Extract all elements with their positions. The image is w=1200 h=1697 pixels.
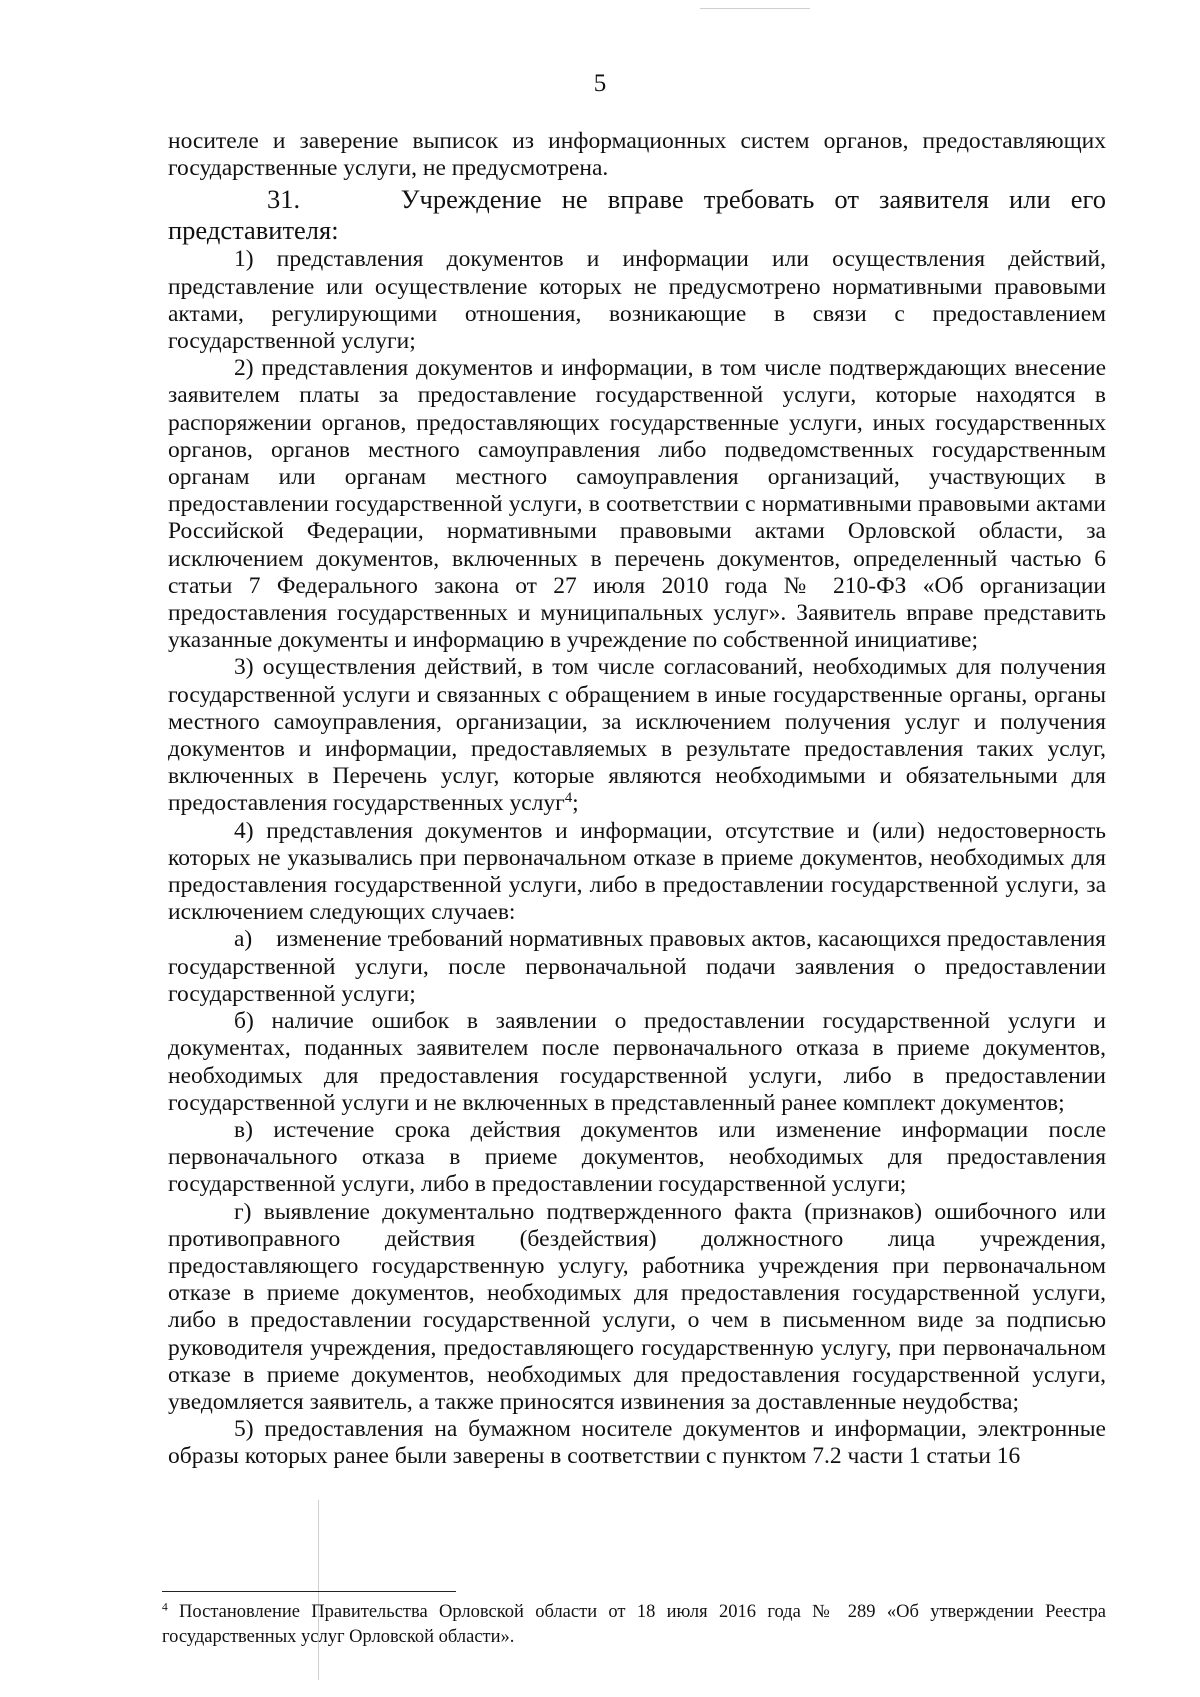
paragraph-continuation: носителе и заверение выписок из информационных систем органов, предоставляющих государственные услуги, не предусмотрена. (168, 128, 1106, 182)
footnote-marker: 4 (162, 1601, 168, 1614)
paragraph-subitem-4: 4) представления документов и информации, отсутствие и (или) недостоверность которых не указывались при первоначальном отказе в приеме документов, необходимых для предоставления государственной услуги, либо в предоставлении государственной услуги, за исключением следующих случаев: (168, 817, 1106, 926)
paragraph-subitem-1: 1) представления документов и информации или осуществления действий, представление или осуществление которых не предусмотрено нормативными правовыми актами, регулирующими отношения, возникающие в связи с предоставлением государственной услуги; (168, 246, 1106, 355)
footnote (162, 1600, 1106, 1650)
paragraph-subitem-4g: г) выявление документально подтвержденного факта (признаков) ошибочного или противоправного действия (бездействия) должностного лица учреждения, предоставляющего государственную услугу, работника учреждения при первоначальном отказе в приеме документов, необходимых для предоставления государственной услуги, либо в предоставлении государственной услуги, о чем в письменном виде за подписью руководителя учреждения, предоставляющего государственную услугу, при первоначальном отказе в приеме документов, необходимых для предоставления государственной услуги, уведомляется заявитель, а также приносятся извинения за доставленные неудобства; (168, 1198, 1106, 1415)
document-body (168, 128, 1106, 1471)
paragraph-subitem-4v: в) истечение срока действия документов или изменение информации после первоначального отказа в приеме документов, необходимых для предоставления государственной услуги, либо в предоставлении государственной услуги; (168, 1116, 1106, 1198)
footnote-reference: 4 (564, 790, 573, 807)
paragraph-subitem-4b: б) наличие ошибок в заявлении о предоставлении государственной услуги и документах, поданных заявителем после первоначального отказа в приеме документов, необходимых для предоставления государственной услуги, либо в предоставлении государственной услуги и не включенных в представленный ранее комплект документов; (168, 1008, 1106, 1116)
subitem-3-text: 3) осуществления действий, в том числе согласований, необходимых для получения государственной услуги и связанных с обращением в иные государственные органы, органы местного самоуправления, организации, за исключением получения услуг и получения документов и информации, предоставляемых в результате предоставления таких услуг, включенных в Перечень услуг, которые являются необходимыми и обязательными для предоставления государственных услуг (168, 654, 1106, 817)
footnote-text: Постановление Правительства Орловской области от 18 июля 2016 года № 289 «Об утверждении Реестра государственных услуг Орловской области». (162, 1602, 1106, 1647)
paragraph-item-31: 31. Учреждение не вправе требовать от заявителя или его представителя: (168, 184, 1106, 246)
scan-artifact-top (700, 8, 810, 9)
scan-artifact-binding (318, 1500, 319, 1680)
footnote-separator (162, 1591, 456, 1592)
paragraph-subitem-5: 5) предоставления на бумажном носителе документов и информации, электронные образы которых ранее были заверены в соответствии с пунктом 7.2 части 1 статьи 16 (168, 1416, 1106, 1470)
paragraph-subitem-4a: а) изменение требований нормативных правовых актов, касающихся предоставления государственной услуги, после первоначальной подачи заявления о предоставлении государственной услуги; (168, 926, 1106, 1007)
paragraph-subitem-2: 2) представления документов и информации, в том числе подтверждающих внесение заявителем платы за предоставление государственной услуги, которые находятся в распоряжении органов, предоставляющих государственные услуги, иных государственных органов, органов местного самоуправления либо подведомственных государственным органам или органам местного самоуправления организаций, участвующих в предоставлении государственной услуги, в соответствии с нормативными правовыми актами Российской Федерации, нормативными правовыми актами Орловской области, за исключением документов, включенных в перечень документов, определенный частью 6 статьи 7 Федерального закона от 27 июля 2010 года № 210-ФЗ «Об организации предоставления государственных и муниципальных услуг». Заявитель вправе представить указанные документы и информацию в учреждение по собственной инициативе; (168, 355, 1106, 654)
subitem-3-end: ; (572, 790, 579, 817)
page-number: 5 (593, 70, 607, 97)
paragraph-subitem-3 (168, 654, 1106, 817)
